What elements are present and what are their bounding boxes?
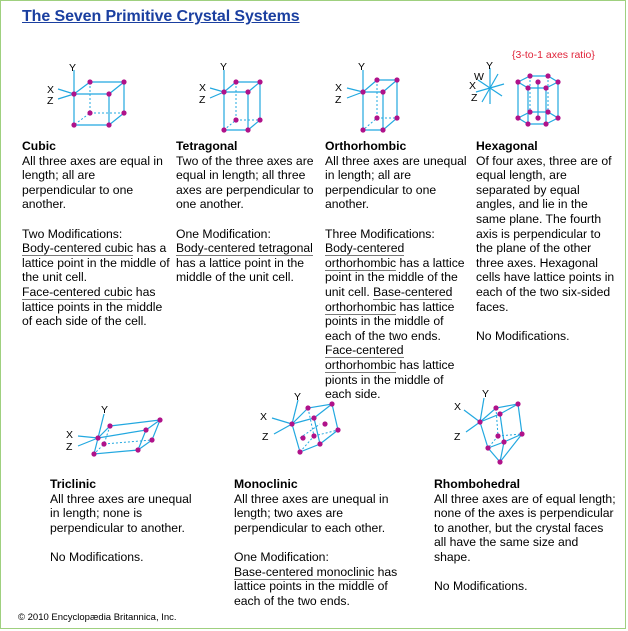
axis-label-y: Y [358,61,366,73]
axis-label-z: Z [66,441,73,453]
axis-label-x: X [335,82,343,94]
monoclinic-title: Monoclinic [234,477,298,491]
link-base-centered-monoclinic[interactable]: Base-centered monoclinic [234,564,375,579]
cubic-mods: Two Modifications: Body-centered cubic has a lattice point in the middle of the unit cell. Face-centered cubic has lattice points in the middle of each side of the cell. [22,226,170,329]
cubic-description [22,139,172,343]
tetragonal-description [176,139,320,300]
axis-label-y: Y [69,62,77,74]
hexagonal-lattice-diagram [468,58,568,138]
axis-label-x: X [47,84,55,96]
rhombohedral-description [434,477,616,608]
link-face-centered-cubic[interactable]: Face-centered cubic [22,284,133,299]
link-body-centered-cubic[interactable]: Body-centered cubic [22,241,134,256]
cubic-desc: All three axes are equal in length; all are perpendicular to one another. [22,153,163,212]
link-body-centered-tetragonal[interactable]: Body-centered tetragonal [176,241,313,256]
cubic-title: Cubic [22,139,56,153]
orthorhombic-lattice-diagram [333,60,423,136]
orthorhombic-mods: Three Modifications: Body-centered orthorhombic has a lattice point in the middle of the unit cell. Base-centered orthorhombic has lattice points in the middle of each of the two ends. Face-centered orthorhombic has lattice pionts in the middle of each side. [325,226,465,402]
hexagonal-mods: No Modifications. [476,328,570,343]
axis-label-z: Z [262,431,269,443]
axis-label-x: X [199,82,207,94]
axis-label-x: X [260,411,268,423]
monoclinic-desc: All three axes are unequal in length; two axes are perpendicular to each other. [234,491,389,535]
triclinic-title: Triclinic [50,477,97,491]
axis-label-w: W [474,71,484,83]
monoclinic-description [234,477,404,623]
axis-label-y: Y [101,404,109,416]
axis-label-z: Z [471,92,478,104]
axis-label-x: X [469,80,477,92]
triclinic-mods: No Modifications. [50,549,144,564]
copyright-notice: © 2010 Encyclopædia Britannica, Inc. [18,612,177,623]
triclinic-lattice-diagram [64,402,174,462]
link-face-centered-orthorhombic[interactable]: Face-centered orthorhombic [325,343,404,372]
tetragonal-desc: Two of the three axes are equal in length; all three axes are perpendicular to one another. [176,153,314,212]
axis-label-z: Z [199,94,206,106]
axis-label-z: Z [454,431,461,443]
orthorhombic-title: Orthorhombic [325,139,407,153]
cubic-lattice-diagram [44,62,134,132]
tetragonal-lattice-diagram [196,58,286,136]
axis-label-x: X [454,401,462,413]
hexagonal-axes-ratio-note: {3-to-1 axes ratio} [512,49,595,61]
hexagonal-title: Hexagonal [476,139,538,153]
tetragonal-title: Tetragonal [176,139,238,153]
axis-label-y: Y [486,60,494,72]
rhombohedral-desc: All three axes are of equal length; none of the axes is perpendicular to another, but the crystal faces all have the same size and shape. [434,491,616,564]
orthorhombic-desc: All three axes are unequal in length; all are perpendicular to one another. [325,153,467,212]
axis-label-y: Y [482,388,490,400]
link-body-centered-orthorhombic[interactable]: Body-centered orthorhombic [325,241,405,270]
rhombohedral-title: Rhombohedral [434,477,520,491]
hexagonal-desc: Of four axes, three are of equal length, are separated by equal angles, and lie in the same plane. The fourth axis is perpendicular to the plane of the other three axes. Hexagonal cells have lattice points in each of the two six-sided faces. [476,153,615,314]
triclinic-desc: All three axes are unequal in length; none is perpendicular to another. [50,491,192,535]
link-base-centered-orthorhombic[interactable]: Base-centered orthorhombic [325,284,453,314]
axis-label-y: Y [294,391,302,403]
monoclinic-mods: One Modification: Base-centered monoclinic has lattice points in the middle of each of the two ends. [234,549,398,608]
tetragonal-mods: One Modification: Body-centered tetragonal has a lattice point in the middle of the unit cell. [176,226,313,285]
orthorhombic-description [325,139,469,416]
axis-label-y: Y [220,61,228,73]
axis-label-z: Z [335,94,342,106]
page-title: The Seven Primitive Crystal Systems [22,8,300,25]
axis-label-z: Z [47,95,54,107]
hexagonal-description [476,139,616,358]
axis-label-x: X [66,429,74,441]
triclinic-description [50,477,200,579]
rhombohedral-mods: No Modifications. [434,579,528,594]
